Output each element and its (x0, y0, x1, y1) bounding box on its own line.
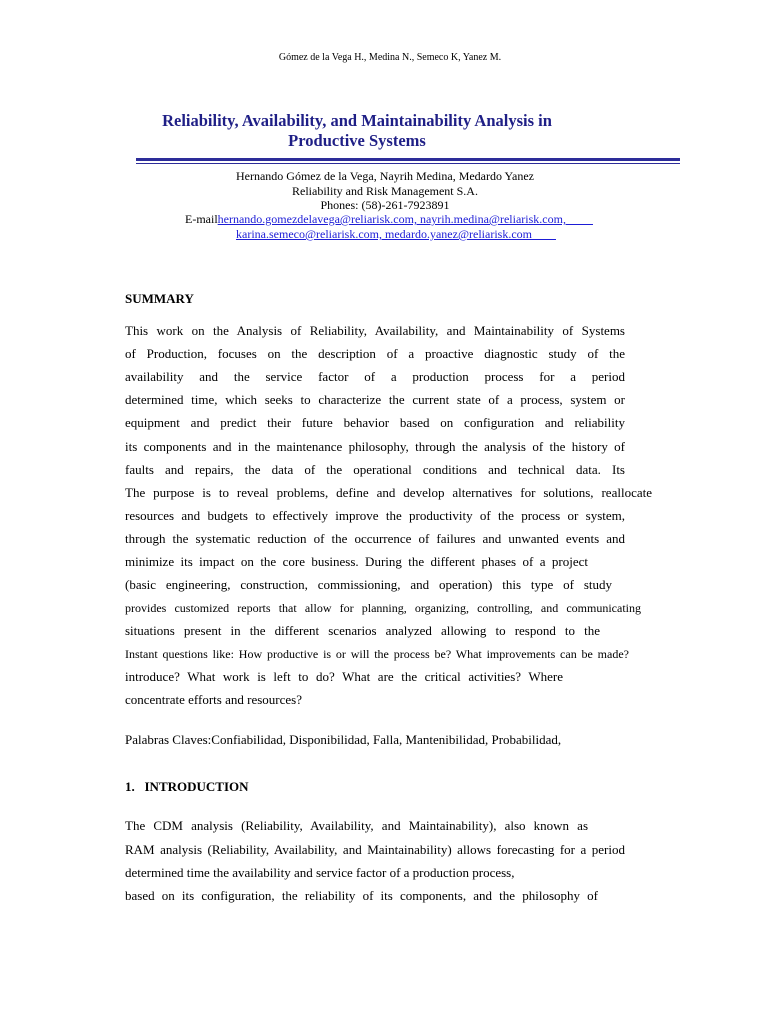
title-rule-thick (136, 158, 680, 161)
summary-heading: SUMMARY (125, 291, 194, 306)
email-link-2[interactable]: karina.semeco@reliarisk.com, medardo.yanez@reliarisk.com (236, 227, 556, 241)
email-label: E-mail (185, 212, 218, 226)
summary-line: of Production, focuses on the description of a proactive diagnostic study of the (125, 346, 625, 361)
introduction-line: based on its configuration, the reliability of its components, and the philosophy of (125, 888, 598, 903)
summary-line: faults and repairs, the data of the operational conditions and technical data. Its (125, 462, 625, 477)
summary-line: concentrate efforts and resources? (125, 692, 302, 707)
summary-line: equipment and predict their future behavior based on configuration and reliability (125, 415, 625, 430)
author-block (160, 169, 610, 213)
introduction-line: The CDM analysis (Reliability, Availability, and Maintainability), also known as (125, 818, 588, 833)
running-header: Gómez de la Vega H., Medina N., Semeco K, Yanez M. (278, 52, 502, 63)
introduction-line: determined time the availability and service factor of a production process, (125, 865, 515, 880)
summary-line: Instant questions like: How productive is or will the process be? What improvements can be made? (125, 647, 629, 661)
paper-title-line-2: Productive Systems (288, 131, 426, 150)
summary-line: availability and the service factor of a production process for a period (125, 369, 625, 384)
introduction-heading: 1. INTRODUCTION (125, 779, 249, 794)
summary-line: introduce? What work is left to do? What are the critical activities? Where (125, 669, 563, 684)
summary-line: its components and in the maintenance philosophy, through the analysis of the history of (125, 439, 625, 454)
email-line-2 (236, 227, 556, 242)
introduction-line: RAM analysis (Reliability, Availability, and Maintainability) allows forecasting for a period (125, 842, 625, 857)
email-line-1 (185, 212, 593, 227)
summary-line: situations present in the different scenarios analyzed allowing to respond to the (125, 623, 600, 638)
summary-line: provides customized reports that allow for planning, organizing, controlling, and communicating (125, 601, 641, 615)
summary-line: determined time, which seeks to characterize the current state of a process, system or (125, 392, 625, 407)
summary-line: (basic engineering, construction, commissioning, and operation) this type of study (125, 577, 612, 592)
author-phones: Phones: (58)-261-7923891 (320, 198, 450, 212)
keywords-line: Palabras Claves:Confiabilidad, Disponibilidad, Falla, Mantenibilidad, Probabilidad, (125, 732, 562, 747)
email-link-1[interactable]: hernando.gomezdelavega@reliarisk.com, nayrih.medina@reliarisk.com, (217, 212, 593, 226)
author-affiliation: Reliability and Risk Management S.A. (292, 183, 478, 198)
summary-line: through the systematic reduction of the occurrence of failures and unwanted events and (125, 531, 625, 546)
summary-line: resources and budgets to effectively improve the productivity of the process or system, (125, 508, 625, 523)
summary-line: The purpose is to reveal problems, define and develop alternatives for solutions, reallocate (125, 485, 652, 500)
title-rule-thin (136, 163, 680, 164)
summary-line: minimize its impact on the core business. During the different phases of a project (125, 554, 588, 569)
author-names: Hernando Gómez de la Vega, Nayrih Medina, Medardo Yanez (235, 169, 535, 183)
summary-line: This work on the Analysis of Reliability, Availability, and Maintainability of Systems (125, 323, 625, 338)
paper-title (140, 111, 574, 151)
paper-title-line-1: Reliability, Availability, and Maintainability Analysis in (162, 111, 552, 130)
